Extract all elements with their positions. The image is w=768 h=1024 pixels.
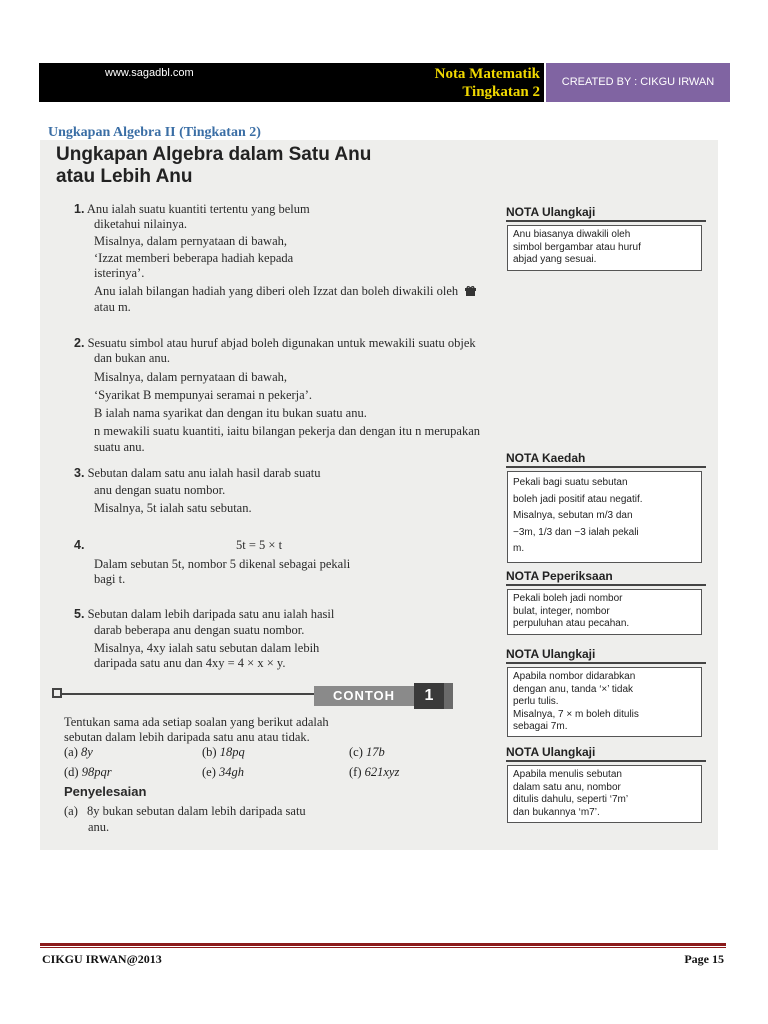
item-3-number: 3. [74,466,85,480]
item-5-line: Misalnya, 4xy ialah satu sebutan dalam lebih [94,641,320,655]
note-4-rule [506,662,706,664]
note-3-rule [506,584,706,586]
note-5-box [507,765,702,823]
item-1 [74,202,484,218]
note-2-line: −3m, 1/3 dan −3 ialah pekali [513,526,639,538]
item-1-line: ‘Izzat memberi beberapa hadiah kepada [94,251,294,265]
item-1-line: isterinya’. [94,266,145,280]
contoh-option-b [202,745,245,760]
item-5 [74,607,484,623]
note-2-line: Misalnya, sebutan m/3 dan [513,510,633,521]
item-2 [74,336,714,352]
option-value: 34gh [219,765,244,779]
option-value: 98pqr [81,765,112,779]
note-4-title: NOTA Ulangkaji [506,647,596,661]
contoh-option-d [64,765,112,780]
item-1-line: Misalnya, dalam pernyataan di bawah, [94,234,287,248]
option-key: (e) [202,765,216,779]
item-5-number: 5. [74,607,85,621]
option-key: (d) [64,765,79,779]
item-4-equation: 5t = 5 × t [236,538,283,552]
note-5-line: ditulis dahulu, seperti ‘7m’ [513,794,629,805]
item-2-line: n mewakili suatu kuantiti, iaitu bilangan pekerja dan dengan itu n merupakan [94,424,480,438]
note-4-line: Apabila nombor didarabkan [513,671,636,682]
note-4-line: Misalnya, 7 × m boleh ditulis [513,708,639,720]
contoh-option-a [64,745,93,760]
footer-author: CIKGU IRWAN@2013 [42,952,162,966]
note-3-line: Pekali boleh jadi nombor [513,593,623,604]
note-3-box [507,589,702,635]
solution-line [64,804,306,820]
item-1-line: atau m. [94,300,131,314]
gift-icon [465,285,476,301]
item-2-line: dan bukan anu. [94,351,171,365]
item-1-line: Anu ialah suatu kuantiti tertentu yang belum [86,202,310,216]
note-1-box [507,225,702,271]
note-5-line: Apabila menulis sebutan [513,769,622,780]
note-3-line: bulat, integer, nombor [513,605,610,617]
solution-line: anu. [88,820,110,834]
note-3-line: perpuluhan atau pecahan. [513,618,630,629]
note-2-line: m. [513,543,525,554]
page-number: Page 15 [684,952,724,966]
item-3-line: Misalnya, 5t ialah satu sebutan. [94,501,252,515]
header-title-line2: Tingkatan 2 [462,84,540,100]
main-title-line1: Ungkapan Algebra dalam Satu Anu [56,144,372,165]
item-5-line: daripada satu anu dan 4xy = 4 × x × y. [94,656,286,670]
option-key: (a) [64,745,78,759]
contoh-number: 1 [414,683,444,709]
solution-text: 8y bukan sebutan dalam lebih daripada satu [87,804,306,818]
item-2-line: suatu anu. [94,440,145,454]
main-title-line2: atau Lebih Anu [56,166,193,187]
item-1-number: 1. [74,202,85,216]
option-value: 621xyz [364,765,400,779]
note-5-title: NOTA Ulangkaji [506,745,596,759]
note-2-line: boleh jadi positif atau negatif. [513,493,643,505]
note-5-line: dan bukannya ‘m7’. [513,806,600,818]
note-2-rule [506,466,706,468]
option-key: (f) [349,765,362,779]
contoh-label: CONTOH [314,686,414,706]
note-1-line: simbol bergambar atau huruf [513,241,641,253]
note-3-title: NOTA Peperiksaan [506,569,613,583]
solution-key: (a) [64,804,78,818]
header-credit: CREATED BY : CIKGU IRWAN [561,76,715,88]
option-key: (c) [349,745,363,759]
note-2-title: NOTA Kaedah [506,451,586,465]
item-5-line: Sebutan dalam lebih daripada satu anu ialah hasil [87,607,335,621]
note-4-box [507,667,702,737]
contoh-tab-end [444,683,453,709]
solution-title: Penyelesaian [64,784,147,799]
note-5-rule [506,760,706,762]
contoh-question-line: sebutan dalam lebih daripada satu anu atau tidak. [64,730,310,744]
header-title-line1: Nota Matematik [434,66,540,82]
note-1-title: NOTA Ulangkaji [506,205,596,219]
option-value: 8y [81,745,93,759]
item-2-number: 2. [74,336,85,350]
item-3 [74,466,484,482]
note-2-line: Pekali bagi suatu sebutan [513,477,628,488]
item-3-line: anu dengan suatu nombor. [94,483,226,497]
option-key: (b) [202,745,217,759]
item-2-line: Misalnya, dalam pernyataan di bawah, [94,370,287,384]
contoh-option-f [349,765,399,780]
contoh-option-c [349,745,385,760]
page-subtitle: Ungkapan Algebra II (Tingkatan 2) [48,125,261,140]
footer-rule-thin [40,947,726,948]
contoh-question-line: Tentukan sama ada setiap soalan yang berikut adalah [64,715,329,729]
contoh-option-e [202,765,244,780]
item-1-line: diketahui nilainya. [94,217,188,231]
item-1-line-text: Anu ialah bilangan hadiah yang diberi oleh Izzat dan boleh diwakili oleh [94,284,459,298]
item-2-line: Sesuatu simbol atau huruf abjad boleh digunakan untuk mewakili suatu objek [87,336,476,350]
option-value: 17b [366,745,385,759]
item-4-number-text: 4. [74,538,85,552]
main-title [56,144,371,188]
item-4-number [74,538,84,554]
contoh-marker-icon [52,688,62,698]
note-4-line: dengan anu, tanda ‘×’ tidak [513,683,634,695]
note-1-rule [506,220,706,222]
note-1-line: Anu biasanya diwakili oleh [513,229,631,240]
note-1-line: abjad yang sesuai. [513,254,597,265]
option-value: 18pq [219,745,245,759]
note-5-line: dalam satu anu, nombor [513,781,621,793]
item-2-line: B ialah nama syarikat dan dengan itu bukan suatu anu. [94,406,367,420]
note-2-box [507,471,702,563]
item-3-line: Sebutan dalam satu anu ialah hasil darab suatu [87,466,321,480]
item-5-line: darab beberapa anu dengan suatu nombor. [94,623,305,637]
item-1-line [94,284,476,301]
item-4-line: bagi t. [94,572,126,586]
footer-rule [40,943,726,946]
header-url: www.sagadbl.com [105,67,194,79]
item-4-line: Dalam sebutan 5t, nombor 5 dikenal sebagai pekali [94,557,351,571]
note-4-line: perlu tulis. [513,696,559,707]
item-2-line: ‘Syarikat B mempunyai seramai n pekerja’. [94,388,312,402]
note-4-line: sebagai 7m. [513,721,568,732]
